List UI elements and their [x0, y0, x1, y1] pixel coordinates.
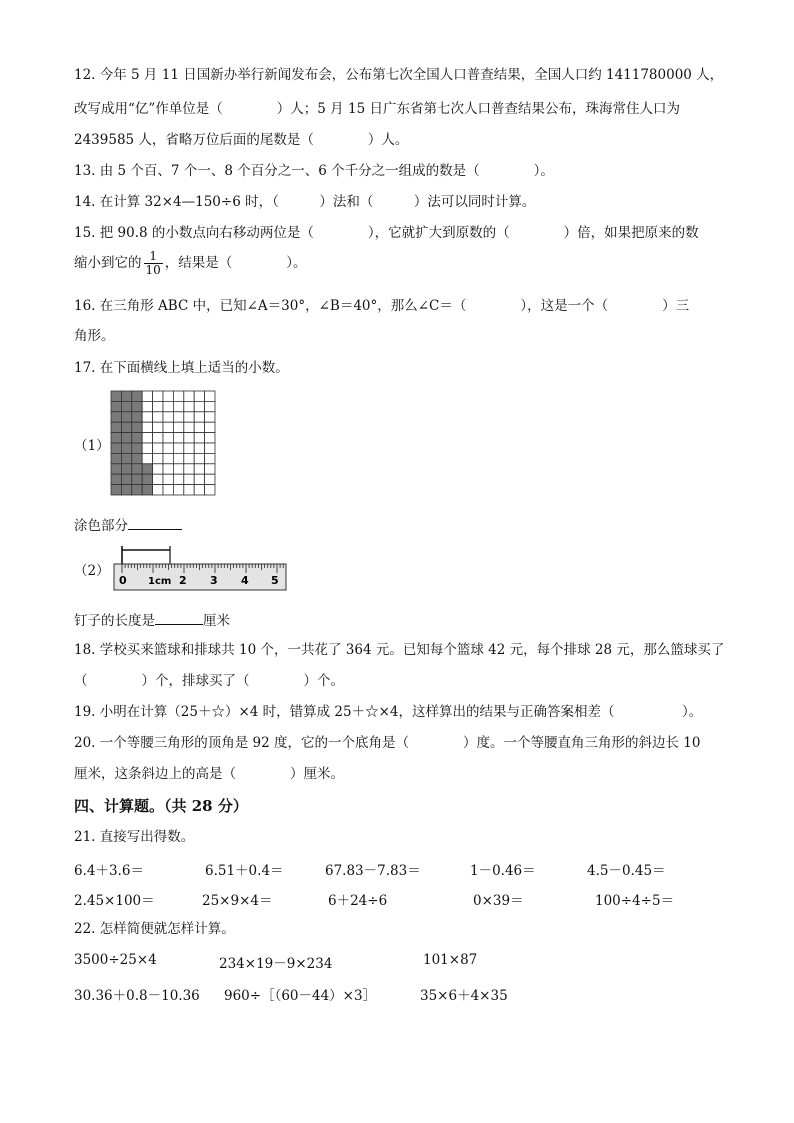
grid-cell — [173, 474, 183, 484]
grid-cell — [153, 464, 163, 474]
grid-cell — [173, 422, 183, 432]
grid-cell — [153, 422, 163, 432]
ruler-body — [114, 564, 286, 590]
grid-cell — [153, 412, 163, 422]
shaded-part-label: 涂色部分 — [74, 518, 128, 534]
nail-length-line — [74, 610, 230, 630]
grid-cell — [142, 453, 152, 463]
grid-cell — [132, 433, 142, 443]
grid-cell — [194, 391, 204, 401]
grid-cell — [163, 474, 173, 484]
grid-cell — [194, 485, 204, 495]
grid-cell — [194, 453, 204, 463]
grid-cell — [121, 391, 131, 401]
grid-cell — [111, 485, 121, 495]
grid-cell — [132, 412, 142, 422]
q20-line-2: 厘米，这条斜边上的高是（ ）厘米。 — [74, 766, 344, 782]
q15-line-1: 15. 把 90.8 的小数点向右移动两位是（ ），它就扩大到原数的（ ）倍，如果把原来的数 — [74, 225, 699, 241]
grid-cell — [173, 412, 183, 422]
grid-cell — [184, 443, 194, 453]
grid-cell — [153, 391, 163, 401]
fraction-denominator: 10 — [145, 263, 161, 277]
grid-cell — [205, 453, 215, 463]
calc-item: 0×39＝ — [473, 893, 524, 909]
ruler-label-4: 4 — [241, 574, 249, 587]
shaded-part-blank — [128, 515, 182, 530]
grid-cell — [184, 474, 194, 484]
grid-cell — [184, 401, 194, 411]
grid-cell — [111, 464, 121, 474]
grid-cell — [184, 464, 194, 474]
shaded-part-line — [74, 515, 182, 535]
grid-cell — [184, 422, 194, 432]
nail-length-unit: 厘米 — [203, 613, 230, 629]
grid-cell — [173, 464, 183, 474]
grid-cell — [111, 422, 121, 432]
grid-cell — [142, 433, 152, 443]
nail-length-blank — [155, 610, 203, 625]
calc-item: 101×87 — [423, 952, 478, 968]
q19: 19. 小明在计算（25＋☆）×4 时，错算成 25＋☆×4，这样算出的结果与正确答案相差（ ）。 — [74, 704, 703, 720]
grid-cell — [111, 443, 121, 453]
calc-item: 234×19－9×234 — [219, 956, 333, 972]
ruler-label-5: 5 — [271, 574, 279, 587]
grid-cell — [194, 474, 204, 484]
ruler-unit-label: 1cm — [148, 576, 172, 587]
grid-cell — [173, 443, 183, 453]
q15-line-2 — [74, 250, 307, 277]
calc-item: 100÷4÷5＝ — [595, 893, 675, 909]
q17-title: 17. 在下面横线上填上适当的小数。 — [74, 360, 289, 376]
fraction-numerator: 1 — [144, 250, 163, 264]
grid-cell — [163, 433, 173, 443]
grid-cell — [132, 474, 142, 484]
grid-cell — [121, 401, 131, 411]
grid-cell — [111, 474, 121, 484]
q22-title: 22. 怎样简便就怎样计算。 — [74, 921, 235, 937]
grid-cell — [163, 412, 173, 422]
grid-cell — [205, 474, 215, 484]
ruler-label-2: 2 — [179, 574, 187, 587]
ruler-label-0: 0 — [119, 574, 127, 587]
calc-item: 6.51＋0.4＝ — [205, 863, 284, 879]
grid-cell — [111, 453, 121, 463]
grid-cell — [142, 422, 152, 432]
q16-line-2: 角形。 — [74, 328, 115, 344]
grid-cell — [132, 453, 142, 463]
grid-cell — [194, 464, 204, 474]
grid-cells — [111, 391, 215, 495]
grid-cell — [111, 433, 121, 443]
grid-cell — [121, 464, 131, 474]
grid-cell — [153, 474, 163, 484]
grid-cell — [132, 401, 142, 411]
grid-cell — [205, 391, 215, 401]
grid-cell — [184, 412, 194, 422]
grid-cell — [173, 401, 183, 411]
q12-line-2: 改写成用“亿”作单位是（ ）人；5 月 15 日广东省第七次人口普查结果公布，珠海常住人口为 — [74, 101, 680, 117]
grid-cell — [194, 422, 204, 432]
grid-cell — [121, 433, 131, 443]
grid-cell — [194, 401, 204, 411]
grid-cell — [153, 485, 163, 495]
q15-line-2-a: 缩小到它的 — [74, 255, 142, 271]
grid-cell — [184, 485, 194, 495]
q15-line-2-b: ，结果是（ ）。 — [164, 255, 307, 271]
grid-cell — [194, 433, 204, 443]
q13: 13. 由 5 个百、7 个一、8 个百分之一、6 个千分之一组成的数是（ ）。 — [74, 163, 554, 179]
grid-cell — [163, 464, 173, 474]
ruler-label-3: 3 — [210, 574, 218, 587]
grid-cell — [173, 391, 183, 401]
q18-line-2: （ ）个，排球买了（ ）个。 — [74, 673, 344, 689]
grid-cell — [163, 443, 173, 453]
grid-cell — [142, 391, 152, 401]
grid-cell — [205, 422, 215, 432]
section-heading: 四、计算题。（共 28 分） — [74, 797, 248, 815]
nail-length-label: 钉子的长度是 — [74, 613, 155, 629]
q16-line-1: 16. 在三角形 ABC 中，已知∠A＝30°，∠B＝40°，那么∠C＝（ ），这是一个（ ）三 — [74, 298, 690, 314]
grid-cell — [121, 474, 131, 484]
q18-line-1: 18. 学校买来篮球和排球共 10 个，一共花了 364 元。已知每个篮球 42 元，每个排球 28 元，那么篮球买了 — [74, 642, 725, 658]
grid-cell — [121, 412, 131, 422]
grid-cell — [205, 485, 215, 495]
hundred-grid-figure — [110, 390, 216, 496]
grid-cell — [163, 422, 173, 432]
calc-item: 6.4＋3.6＝ — [74, 863, 144, 879]
grid-cell — [142, 412, 152, 422]
grid-cell — [132, 391, 142, 401]
grid-cell — [153, 453, 163, 463]
calc-item: 35×6＋4×35 — [420, 988, 508, 1004]
grid-cell — [121, 453, 131, 463]
grid-cell — [111, 412, 121, 422]
grid-cell — [121, 443, 131, 453]
grid-cell — [173, 453, 183, 463]
q14: 14. 在计算 32×4—150÷6 时，（ ）法和（ ）法可以同时计算。 — [74, 194, 536, 210]
grid-cell — [153, 433, 163, 443]
q21-title: 21. 直接写出得数。 — [74, 829, 195, 845]
grid-cell — [142, 401, 152, 411]
calc-item: 2.45×100＝ — [74, 893, 155, 909]
grid-cell — [205, 443, 215, 453]
grid-cell — [194, 443, 204, 453]
grid-cell — [132, 422, 142, 432]
grid-cell — [194, 412, 204, 422]
calc-item: 67.83－7.83＝ — [325, 863, 421, 879]
grid-cell — [163, 453, 173, 463]
calc-item: 25×9×4＝ — [202, 893, 273, 909]
grid-cell — [121, 485, 131, 495]
q17-part2-label: （2） — [74, 563, 110, 579]
grid-cell — [163, 391, 173, 401]
grid-cell — [111, 401, 121, 411]
grid-cell — [163, 401, 173, 411]
grid-cell — [205, 412, 215, 422]
ruler-figure — [112, 540, 288, 596]
grid-cell — [153, 443, 163, 453]
calc-item: 30.36＋0.8－10.36 — [74, 988, 200, 1004]
grid-cell — [153, 401, 163, 411]
grid-cell — [173, 485, 183, 495]
grid-cell — [142, 485, 152, 495]
grid-cell — [132, 443, 142, 453]
calc-item: 960÷［（60－44）×3］ — [224, 988, 377, 1004]
calc-item: 4.5－0.45＝ — [587, 863, 666, 879]
grid-cell — [184, 433, 194, 443]
calc-item: 6＋24÷6 — [328, 893, 388, 909]
grid-cell — [132, 485, 142, 495]
grid-cell — [142, 474, 152, 484]
grid-cell — [142, 464, 152, 474]
q17-part1-label: （1） — [74, 438, 110, 454]
grid-cell — [184, 391, 194, 401]
calc-item: 3500÷25×4 — [74, 952, 157, 968]
calc-item: 1－0.46＝ — [470, 863, 536, 879]
fraction — [144, 250, 163, 277]
grid-cell — [111, 391, 121, 401]
q12-line-1: 12. 今年 5 月 11 日国新办举行新闻发布会，公布第七次全国人口普查结果，全国人口约 1411780000 人， — [74, 67, 724, 83]
grid-cell — [173, 433, 183, 443]
grid-cell — [142, 443, 152, 453]
q20-line-1: 20. 一个等腰三角形的顶角是 92 度，它的一个底角是（ ）度。一个等腰直角三角形的斜边长 10 — [74, 735, 701, 751]
grid-cell — [184, 453, 194, 463]
grid-cell — [205, 464, 215, 474]
grid-cell — [121, 422, 131, 432]
grid-cell — [205, 401, 215, 411]
q12-line-3: 2439585 人，省略万位后面的尾数是（ ）人。 — [74, 132, 409, 148]
grid-cell — [163, 485, 173, 495]
grid-cell — [132, 464, 142, 474]
grid-cell — [205, 433, 215, 443]
